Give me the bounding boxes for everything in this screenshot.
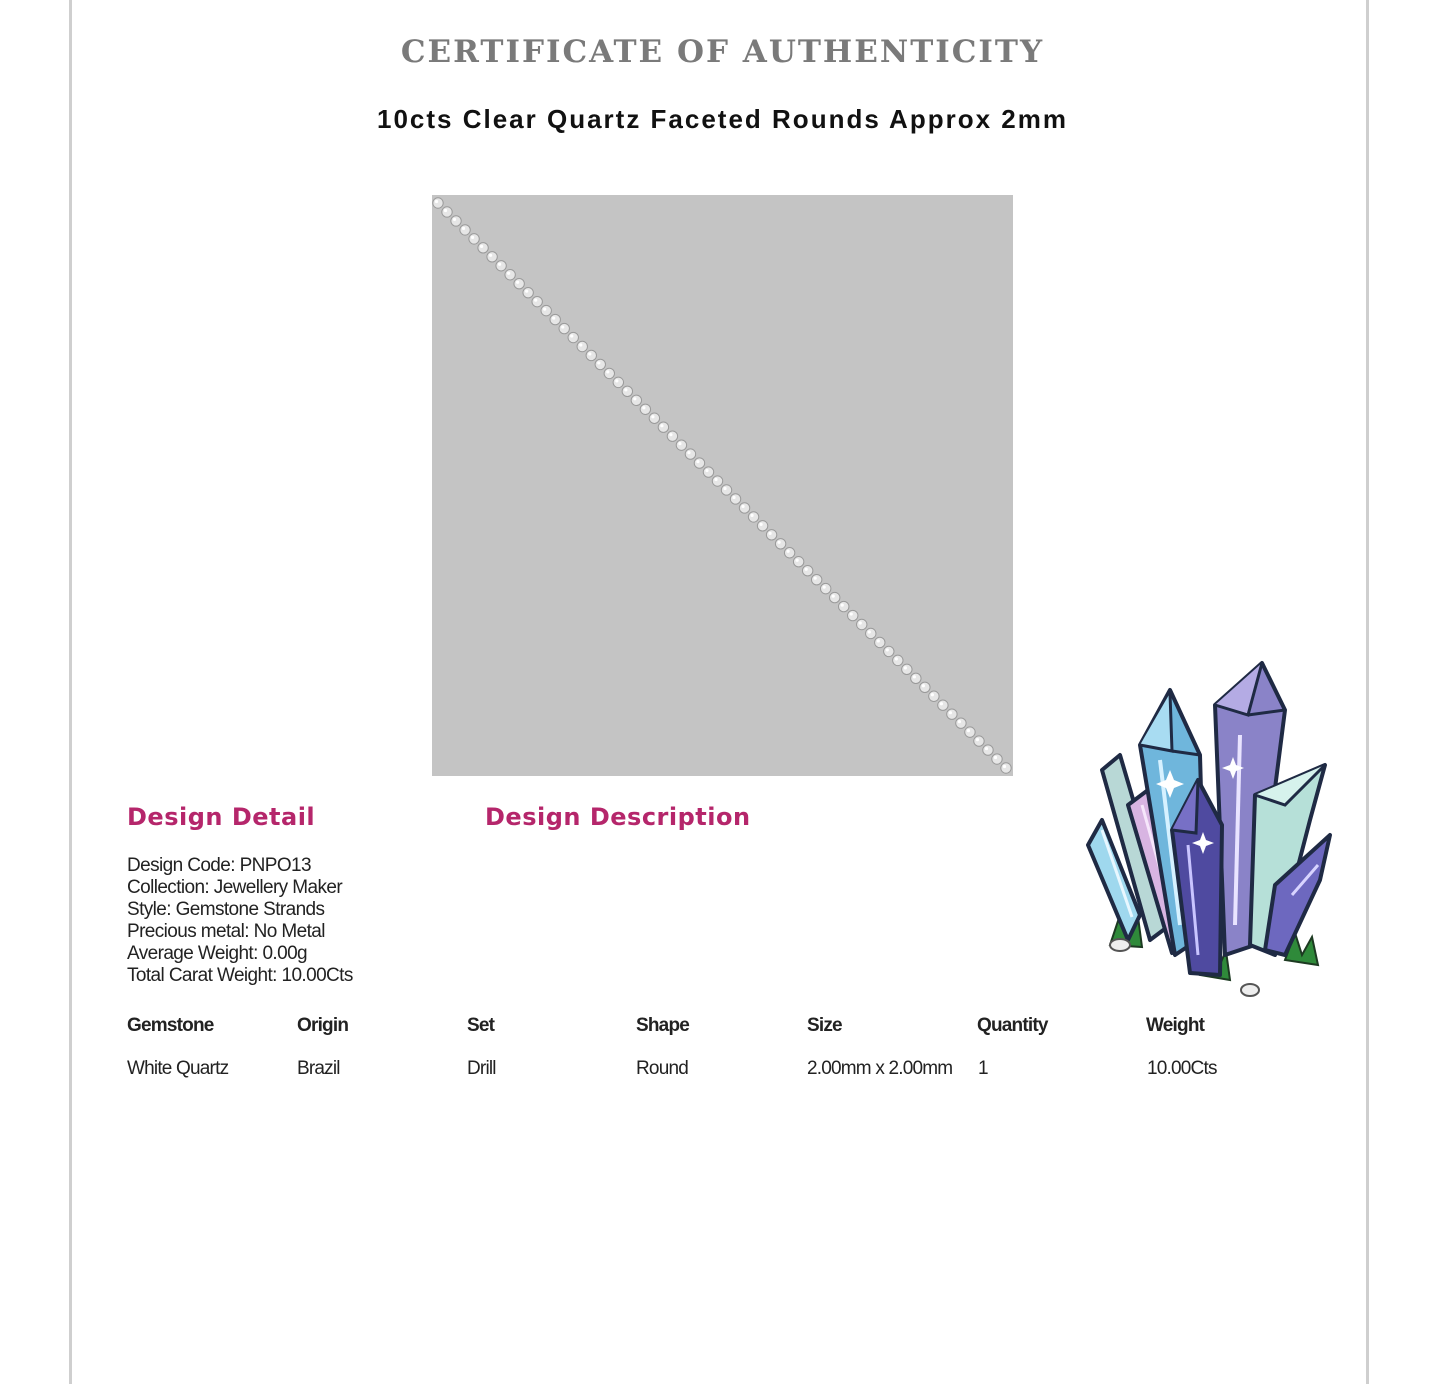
bead-highlight <box>985 747 988 750</box>
design-detail-list <box>127 855 353 987</box>
bead-highlight <box>877 639 880 642</box>
bead-highlight <box>516 281 519 284</box>
bead-highlight <box>814 577 817 580</box>
bead-highlight <box>588 352 591 355</box>
bead <box>478 243 488 253</box>
bead-highlight <box>778 541 781 544</box>
bead <box>992 754 1002 764</box>
bead <box>947 709 957 719</box>
design-detail-heading: Design Detail <box>127 803 316 831</box>
header-size: Size <box>807 1015 842 1036</box>
bead-highlight <box>687 451 690 454</box>
bead-highlight <box>498 263 501 266</box>
header-set: Set <box>467 1015 495 1036</box>
bead <box>956 718 966 728</box>
bead-highlight <box>552 316 555 319</box>
bead-highlight <box>714 478 717 481</box>
bead <box>974 736 984 746</box>
collection: Collection: Jewellery Maker <box>127 877 343 898</box>
bead-highlight <box>841 603 844 606</box>
design-description-heading: Design Description <box>485 803 751 831</box>
bead-highlight <box>651 415 654 418</box>
bead <box>875 637 885 647</box>
bead <box>568 332 578 342</box>
bead-highlight <box>796 559 799 562</box>
bead <box>694 458 704 468</box>
bead-highlight <box>696 460 699 463</box>
crystal-cluster-icon <box>1080 655 1340 1005</box>
precious-metal: Precious metal: No Metal <box>127 921 325 942</box>
bead-highlight <box>967 729 970 732</box>
bead <box>541 305 551 315</box>
bead-highlight <box>850 612 853 615</box>
cell-gemstone: White Quartz <box>127 1058 229 1079</box>
bead <box>505 270 515 280</box>
product-title: 10cts Clear Quartz Faceted Rounds Approx 2mm <box>377 104 1068 134</box>
bead-highlight <box>922 684 925 687</box>
bead <box>730 494 740 504</box>
bead <box>676 440 686 450</box>
bead-highlight <box>895 657 898 660</box>
bead-highlight <box>868 630 871 633</box>
bead-strand-image <box>432 195 1013 776</box>
bead <box>460 225 470 235</box>
bead <box>929 691 939 701</box>
bead <box>839 601 849 611</box>
bead <box>640 404 650 414</box>
total-carat-weight: Total Carat Weight: 10.00Cts <box>127 965 353 986</box>
bead-highlight <box>787 550 790 553</box>
header-quantity: Quantity <box>977 1015 1048 1036</box>
bead <box>451 216 461 226</box>
cell-origin: Brazil <box>297 1058 340 1079</box>
bead-highlight <box>453 218 456 221</box>
bead <box>631 395 641 405</box>
bead <box>604 368 614 378</box>
bead-highlight <box>570 334 573 337</box>
cell-weight: 10.00Cts <box>1147 1058 1217 1079</box>
bead <box>559 323 569 333</box>
bead-highlight <box>1003 765 1006 768</box>
bead-highlight <box>759 523 762 526</box>
bead-highlight <box>750 514 753 517</box>
bead <box>433 198 443 208</box>
bead-highlight <box>606 370 609 373</box>
bead-highlight <box>832 595 835 598</box>
bead <box>622 386 632 396</box>
bead-highlight <box>543 308 546 311</box>
bead-highlight <box>768 532 771 535</box>
bead-highlight <box>913 675 916 678</box>
certificate-title: CERTIFICATE OF AUTHENTICITY <box>400 34 1045 70</box>
bead-highlight <box>976 738 979 741</box>
header-origin: Origin <box>297 1015 349 1036</box>
bead-highlight <box>615 379 618 382</box>
bead <box>685 449 695 459</box>
bead-highlight <box>886 648 889 651</box>
cell-quantity: 1 <box>978 1058 988 1079</box>
bead <box>802 565 812 575</box>
bead-highlight <box>624 388 627 391</box>
bead-highlight <box>931 693 934 696</box>
bead <box>514 279 524 289</box>
average-weight: Average Weight: 0.00g <box>127 943 307 964</box>
bead <box>703 467 713 477</box>
bead-highlight <box>435 200 438 203</box>
bead-highlight <box>823 586 826 589</box>
bead <box>775 539 785 549</box>
header-gemstone: Gemstone <box>127 1015 214 1036</box>
bead-highlight <box>489 254 492 257</box>
bead-highlight <box>525 290 528 293</box>
bead-highlight <box>642 406 645 409</box>
bead-highlight <box>949 711 952 714</box>
bead-highlight <box>805 568 808 571</box>
bead-highlight <box>507 272 510 275</box>
bead-highlight <box>462 227 465 230</box>
bead-highlight <box>705 469 708 472</box>
bead <box>550 314 560 324</box>
bead-highlight <box>741 505 744 508</box>
bead <box>487 252 497 262</box>
bead <box>721 485 731 495</box>
bead <box>866 628 876 638</box>
bead <box>902 664 912 674</box>
bead-highlight <box>660 424 663 427</box>
design-code: Design Code: PNPO13 <box>127 855 311 876</box>
bead <box>748 512 758 522</box>
page-border-left <box>69 0 72 1384</box>
product-photo <box>432 195 1013 776</box>
header-weight: Weight <box>1146 1015 1205 1036</box>
bead <box>658 422 668 432</box>
bead <box>829 592 839 602</box>
bead <box>911 673 921 683</box>
style: Style: Gemstone Strands <box>127 899 325 920</box>
bead <box>983 745 993 755</box>
bead-highlight <box>994 756 997 759</box>
cell-shape: Round <box>636 1058 688 1079</box>
bead-highlight <box>579 343 582 346</box>
bead <box>442 207 452 217</box>
bead-highlight <box>859 621 862 624</box>
bead <box>532 296 542 306</box>
bead <box>893 655 903 665</box>
bead-highlight <box>597 361 600 364</box>
header-shape: Shape <box>636 1015 690 1036</box>
bead <box>469 234 479 244</box>
bead <box>857 619 867 629</box>
bead-highlight <box>444 209 447 212</box>
bead <box>523 287 533 297</box>
bead-highlight <box>723 487 726 490</box>
bead-highlight <box>958 720 961 723</box>
bead <box>595 359 605 369</box>
cell-size: 2.00mm x 2.00mm <box>807 1058 953 1079</box>
bead <box>811 574 821 584</box>
bead <box>884 646 894 656</box>
bead <box>496 261 506 271</box>
bead <box>712 476 722 486</box>
bead <box>613 377 623 387</box>
bead-highlight <box>633 397 636 400</box>
bead <box>793 557 803 567</box>
bead <box>938 700 948 710</box>
bead-highlight <box>940 702 943 705</box>
bead <box>965 727 975 737</box>
bead <box>1001 763 1011 773</box>
bead <box>820 583 830 593</box>
bead <box>739 503 749 513</box>
bead-highlight <box>480 245 483 248</box>
bead-highlight <box>678 442 681 445</box>
bead-highlight <box>904 666 907 669</box>
bead-highlight <box>471 236 474 239</box>
bead <box>586 350 596 360</box>
bead <box>848 610 858 620</box>
bead-highlight <box>669 433 672 436</box>
bead-highlight <box>534 299 537 302</box>
bead-highlight <box>732 496 735 499</box>
page-border-right <box>1366 0 1369 1384</box>
bead <box>920 682 930 692</box>
bead <box>784 548 794 558</box>
bead <box>757 521 767 531</box>
bead <box>577 341 587 351</box>
bead-highlight <box>561 325 564 328</box>
bead <box>766 530 776 540</box>
bead <box>667 431 677 441</box>
bead <box>649 413 659 423</box>
cell-set: Drill <box>467 1058 496 1079</box>
